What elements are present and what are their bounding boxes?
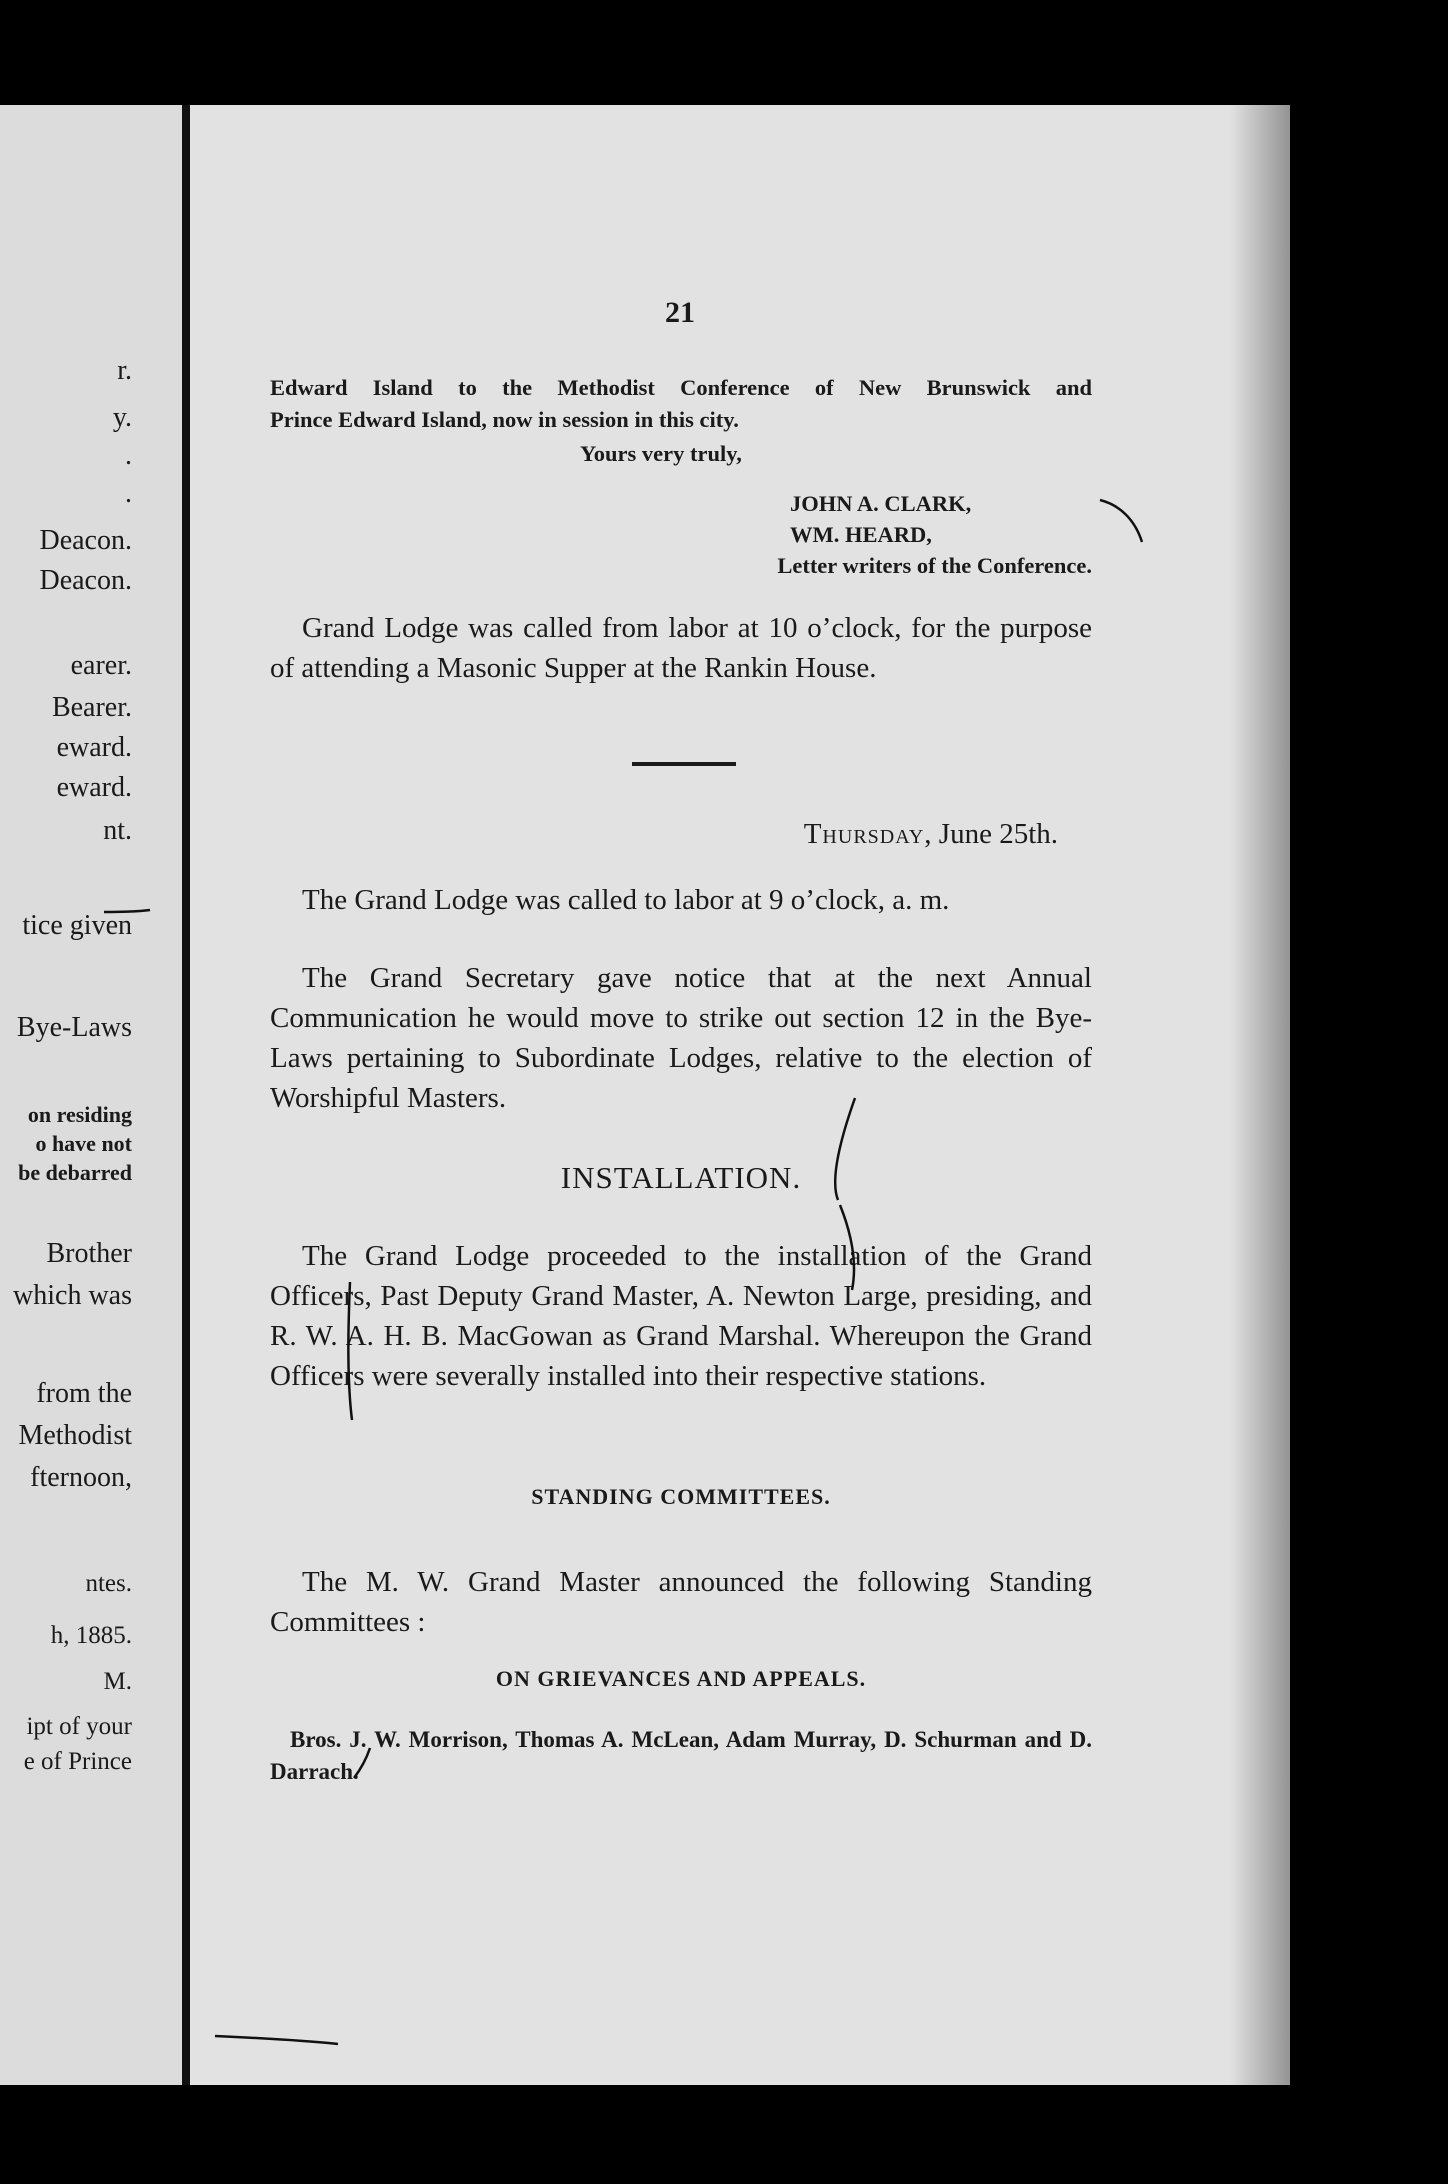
left-page-line: which was	[13, 1280, 132, 1311]
heading-installation: INSTALLATION.	[560, 1160, 802, 1195]
left-page-line: Bearer.	[51, 692, 132, 723]
letter-closing: Yours very truly,	[580, 441, 742, 466]
heading-standing-committees: STANDING COMMITTEES.	[531, 1484, 831, 1509]
left-page-line: Deacon.	[39, 565, 132, 596]
left-page-line: Deacon.	[39, 525, 132, 556]
heading-grievances-appeals: ON GRIEVANCES AND APPEALS.	[495, 1666, 867, 1691]
left-page-line: o have not	[35, 1131, 132, 1156]
left-page-line: ipt of your	[26, 1713, 132, 1740]
signer-name-1: JOHN A. CLARK,	[790, 491, 972, 516]
left-page-line: y.	[112, 402, 132, 433]
committee-members: Bros. J. W. Morrison, Thomas A. McLean, Adam Murray, D. Schurman and D. Darrach.	[270, 1727, 1092, 1784]
signer-title: Letter writers of the Conference.	[777, 553, 1092, 578]
left-page-line: M.	[103, 1668, 132, 1695]
date-day: Thursday	[803, 818, 925, 850]
left-page-line: from the	[36, 1378, 132, 1409]
left-page-line: .	[125, 478, 132, 509]
paragraph-notice: The Grand Secretary gave notice that at the next Annual Communication he would move to strike out section 12 in the Bye-Laws pertaining to Subordinate Lodges, relative to the election of Worshipful Masters.	[270, 962, 1092, 1114]
letter-line-2: Prince Edward Island, now in session in this city.	[270, 407, 739, 432]
signer-name-2: WM. HEARD,	[790, 522, 932, 547]
left-page-line: r.	[117, 355, 132, 386]
left-page-line: Methodist	[18, 1420, 132, 1451]
left-page-line: eward.	[56, 772, 132, 803]
left-page-line: earer.	[70, 650, 132, 681]
left-page-line: e of Prince	[23, 1748, 132, 1775]
left-page-line: be debarred	[18, 1160, 132, 1185]
left-page-line: Brother	[46, 1238, 132, 1269]
left-page-line: on residing	[27, 1102, 132, 1127]
left-page-line: Bye-Laws	[16, 1012, 132, 1043]
left-page-line: eward.	[56, 732, 132, 763]
left-page-line: h, 1885.	[50, 1622, 132, 1649]
paragraph-called-from-labor: Grand Lodge was called from labor at 10 o’clock, for the purpose of attending a Masonic Supper at the Rankin House.	[270, 612, 1092, 684]
left-page-line: .	[125, 440, 132, 471]
letter-line-1: Edward Island to the Methodist Conference of New Brunswick and	[270, 375, 1092, 400]
paragraph-called-to-labor: The Grand Lodge was called to labor at 9 o’clock, a. m.	[302, 884, 950, 916]
page-number: 21	[665, 296, 695, 329]
left-page-line: ntes.	[85, 1570, 132, 1597]
paragraph-announced: The M. W. Grand Master announced the following Standing Committees :	[270, 1566, 1092, 1638]
paragraph-installation: The Grand Lodge proceeded to the installation of the Grand Officers, Past Deputy Grand Master, A. Newton Large, presiding, and R. W. A. H. B. MacGowan as Grand Marshal. Whereupon the Grand Officers were severally installed into their respective stations.	[270, 1240, 1092, 1392]
left-page-line: tice given	[22, 910, 132, 941]
date-rest: , June 25th.	[924, 818, 1058, 850]
left-page-line: nt.	[103, 815, 132, 846]
left-page-line: fternoon,	[30, 1462, 132, 1493]
